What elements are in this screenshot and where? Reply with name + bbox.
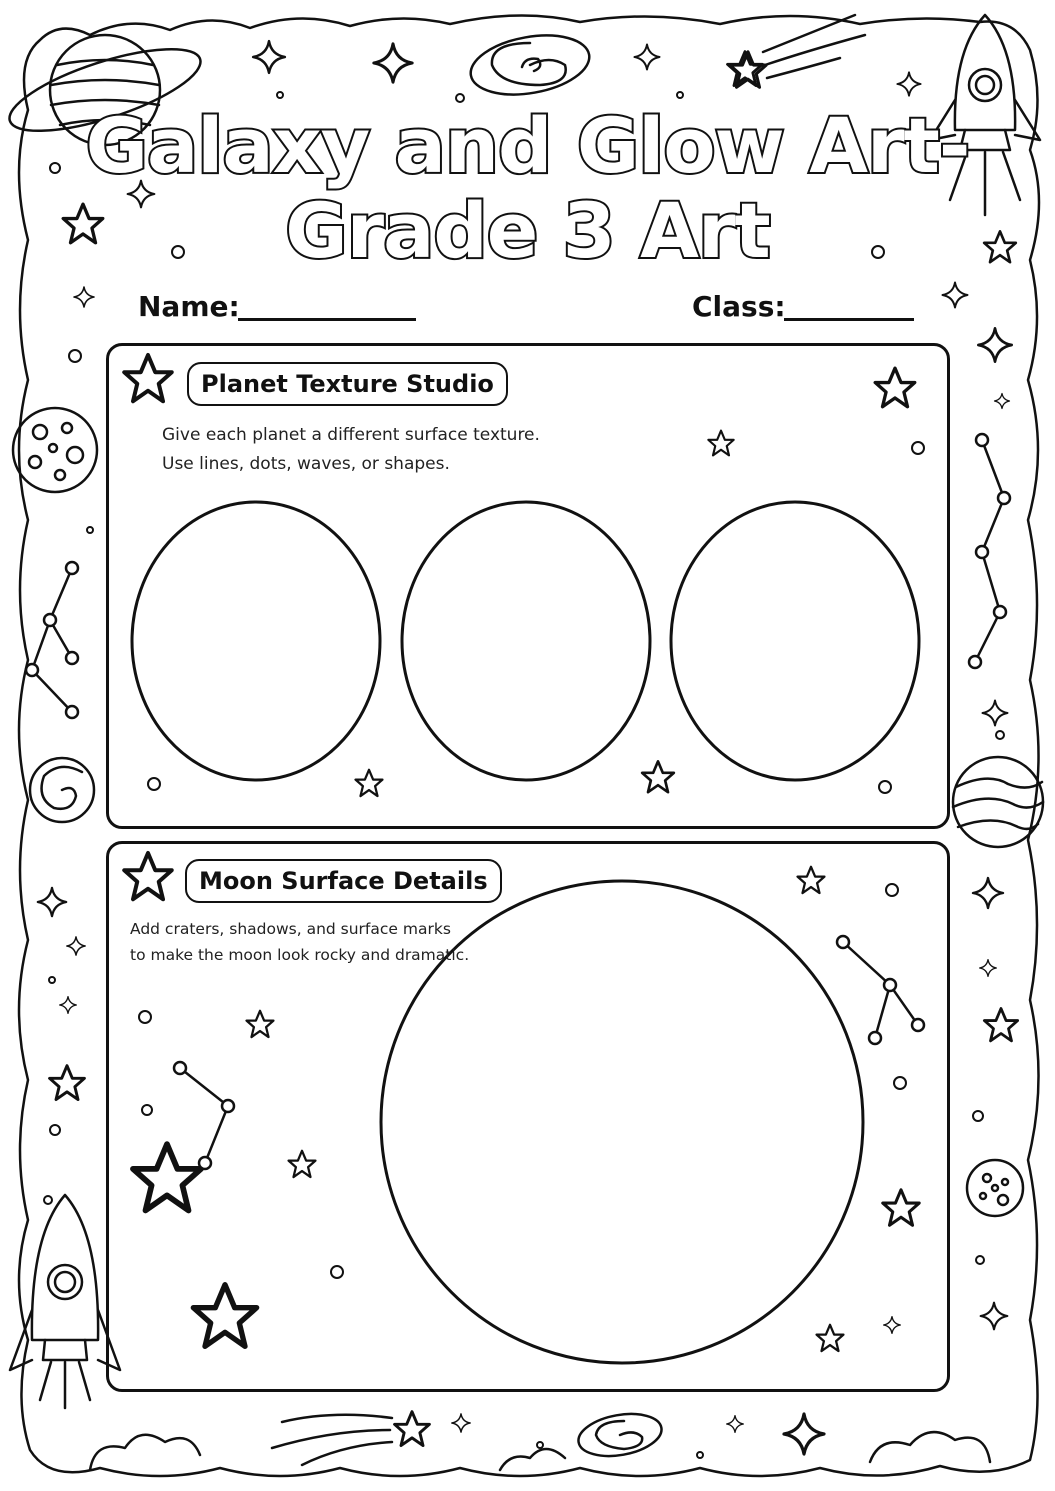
galaxy-spiral-icon [466,27,594,103]
instruction-line: Give each planet a different surface texture. [162,425,540,445]
name-field[interactable] [238,318,416,321]
section-heading-planet-texture: Planet Texture Studio [187,362,508,406]
worksheet-title-line-1: Galaxy and Glow Art- [85,101,970,190]
instruction-line: to make the moon look rocky and dramatic. [130,946,470,964]
moon-instructions [130,916,469,968]
galaxy-spiral-icon [30,758,94,822]
class-field[interactable] [784,318,914,321]
moon-icon [13,408,97,492]
class-label: Class: [692,290,786,323]
striped-planet-icon [953,757,1043,847]
planet-instructions [162,421,540,479]
instruction-line: Add craters, shadows, and surface marks [130,920,451,938]
constellation-icon [26,562,78,718]
instruction-line: Use lines, dots, waves, or shapes. [162,454,450,474]
cloud-icon [90,1432,990,1470]
worksheet-title-line-2: Grade 3 Art [285,186,770,275]
shooting-star-icon [728,15,865,86]
planet-texture-panel [106,343,950,829]
moon-icon [967,1160,1023,1216]
name-label: Name: [138,290,240,323]
constellation-icon [969,434,1010,668]
section-heading-moon-surface: Moon Surface Details [185,859,502,903]
galaxy-spiral-icon [575,1408,665,1462]
shooting-star-icon [272,1412,429,1465]
